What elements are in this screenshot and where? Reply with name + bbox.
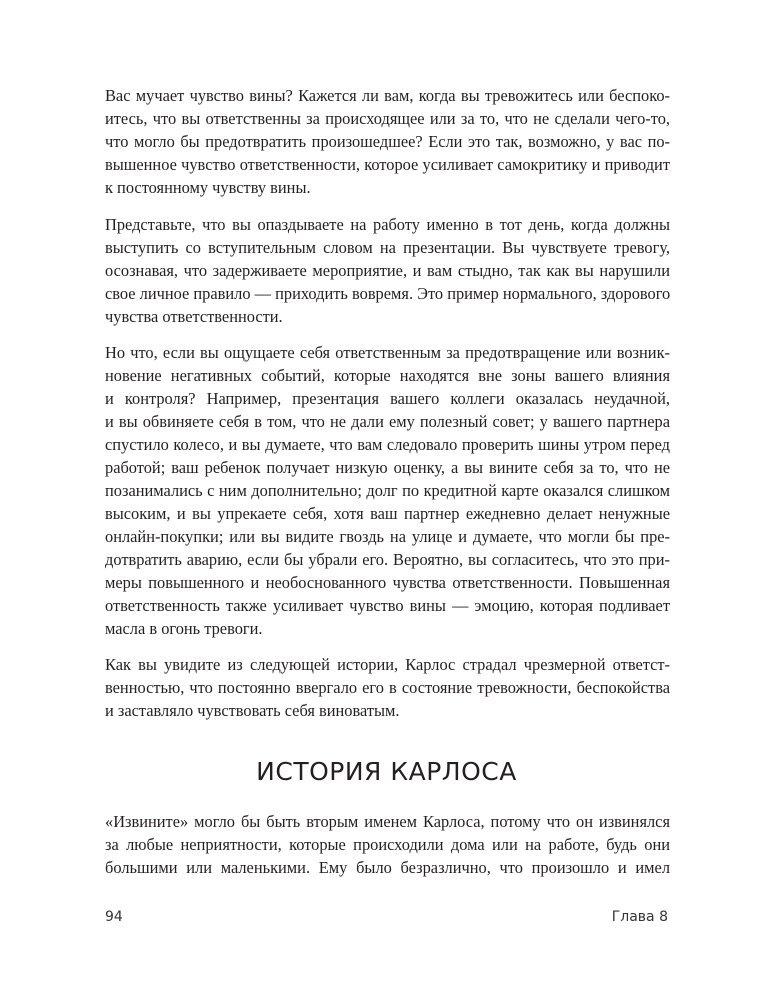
text-line: и заставляло чувствовать себя виноватым. (105, 701, 400, 720)
page-number: 94 (105, 909, 123, 925)
text-line: за любые неприятности, которые происходили дома или на работе, будь они (105, 835, 670, 854)
paragraph-guilt-question (105, 84, 670, 199)
text-line: что могло бы предотвратить произошедшее? Если это так, возможно, у вас по- (105, 132, 670, 151)
text-line: Но что, если вы ощущаете себя ответственным за предотвращение или возник- (105, 343, 670, 362)
text-line: Как вы увидите из следующей истории, Карлос страдал чрезмерной ответст- (105, 655, 670, 674)
text-line: выступить со вступительным словом на презентации. Вы чувствуете тревогу, (105, 238, 670, 257)
text-line: осознавая, что задерживаете мероприятие, и вам стыдно, так как вы нарушили (105, 261, 670, 280)
text-line: чувства ответственности. (105, 307, 283, 326)
text-line: к постоянному чувству вины. (105, 178, 311, 197)
text-line: работой; ваш ребенок получает низкую оценку, а вы вините себя за то, что не (105, 458, 670, 477)
text-line: вышенное чувство ответственности, которое усиливает самокритику и приводит (105, 155, 670, 174)
text-line: и контроля? Например, презентация вашего коллеги оказалась неудачной, (105, 389, 670, 408)
section-heading: ИСТОРИЯ КАРЛОСА (256, 757, 517, 786)
text-line: дотвратить аварию, если бы убрали его. Вероятно, вы согласитесь, что это при- (105, 550, 670, 569)
text-line: венностью, что постоянно ввергало его в состояние тревожности, беспокойства (105, 678, 670, 697)
text-line: свое личное правило — приходить вовремя. Это пример нормального, здорового (105, 284, 671, 303)
paragraph-carlos-intro (105, 653, 670, 722)
text-line: ответственность также усиливает чувство вины — эмоцию, которая подливает (105, 596, 670, 615)
text-line: новение негативных событий, которые находятся вне зоны вашего влияния (105, 366, 670, 385)
text-line: спустило колесо, и вы думаете, что вам следовало проверить шины утром перед (105, 435, 670, 454)
text-line: меры повышенного и необоснованного чувства ответственности. Повышенная (105, 573, 670, 592)
chapter-label: Глава 8 (611, 909, 668, 925)
text-line: онлайн-покупки; или вы видите гвоздь на улице и думаете, что могли бы пре- (105, 527, 670, 546)
text-line: высоким, и вы упрекаете себя, хотя ваш партнер ежедневно делает ненужные (105, 504, 670, 523)
paragraph-late-example (105, 213, 670, 328)
text-line: Вас мучает чувство вины? Кажется ли вам, когда вы тревожитесь или беспоко- (105, 86, 670, 105)
paragraph-excessive-responsibility (105, 341, 670, 640)
text-line: масла в огонь тревоги. (105, 619, 263, 638)
paragraph-carlos-story (105, 810, 670, 879)
text-line: «Извините» могло бы быть вторым именем Карлоса, потому что он извинялся (105, 812, 670, 831)
text-line: большими или маленькими. Ему было безразлично, что произошло и имел (105, 858, 670, 877)
text-line: Представьте, что вы опаздываете на работу именно в тот день, когда должны (105, 215, 670, 234)
text-line: итесь, что вы ответственны за происходящее или за то, что не сделали чего-то, (105, 109, 670, 128)
text-line: и вы обвиняете себя в том, что не дали ему полезный совет; у вашего партнера (105, 412, 670, 431)
text-line: позанимались с ним дополнительно; долг по кредитной карте оказался слишком (105, 481, 670, 500)
